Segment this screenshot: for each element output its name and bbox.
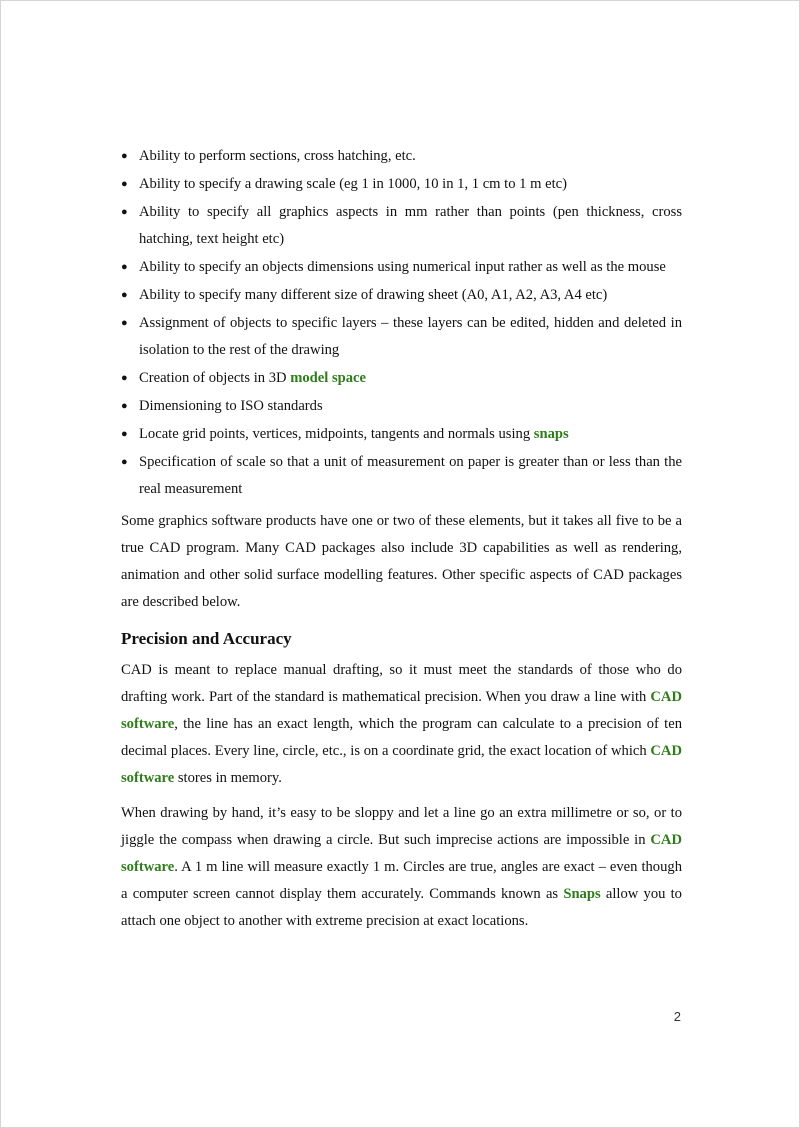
text-segment: . A 1 m line will measure exactly 1 m. Circles are true, angles are exact – even though a computer screen cannot display them accurately. Commands known as — [121, 859, 682, 902]
bullet-item — [121, 254, 682, 281]
page-content — [121, 143, 682, 935]
highlighted-term-link[interactable]: CAD software — [121, 689, 682, 732]
bullet-icon: ● — [121, 400, 128, 412]
text-segment: Ability to perform sections, cross hatching, etc. — [139, 148, 416, 164]
bullet-icon: ● — [121, 150, 128, 162]
bullet-icon: ● — [121, 456, 128, 468]
highlighted-term-link[interactable]: CAD software — [121, 743, 682, 786]
hand-drawing-paragraph — [121, 800, 682, 935]
text-segment: , the line has an exact length, which the program can calculate to a precision of ten decimal places. Every line, circle, etc., is on a coordinate grid, the exact location of which — [121, 716, 682, 759]
bullet-icon: ● — [121, 372, 128, 384]
bullet-icon: ● — [121, 317, 128, 329]
bullet-item — [121, 449, 682, 503]
text-segment: Locate grid points, vertices, midpoints, tangents and normals using — [139, 426, 534, 442]
highlighted-term-link[interactable]: Snaps — [563, 886, 601, 902]
section-heading: Precision and Accuracy — [121, 629, 292, 648]
bullet-item — [121, 393, 682, 420]
bullet-icon: ● — [121, 289, 128, 301]
bullet-item — [121, 282, 682, 309]
text-segment: Ability to specify all graphics aspects in mm rather than points (pen thickness, cross hatching, text height etc) — [139, 204, 682, 247]
bullet-icon: ● — [121, 428, 128, 440]
feature-bullet-list — [121, 143, 682, 503]
text-segment: Ability to specify an objects dimensions using numerical input rather as well as the mouse — [139, 259, 666, 275]
bullet-icon: ● — [121, 206, 128, 218]
text-segment: When drawing by hand, it’s easy to be sloppy and let a line go an extra millimetre or so, or to jiggle the compass when drawing a circle. But such imprecise actions are impossible in — [121, 805, 682, 848]
highlighted-term-link[interactable]: snaps — [533, 426, 569, 442]
text-segment: Ability to specify a drawing scale (eg 1 in 1000, 10 in 1, 1 cm to 1 m etc) — [139, 176, 567, 192]
precision-paragraph — [121, 657, 682, 792]
bullet-item — [121, 143, 682, 170]
bullet-item — [121, 199, 682, 253]
bullet-icon: ● — [121, 178, 128, 190]
text-segment: Dimensioning to ISO standards — [139, 398, 323, 414]
text-segment: Specification of scale so that a unit of measurement on paper is greater than or less than the real measurement — [139, 454, 682, 497]
text-segment: allow you to attach one object to another with extreme precision at exact locations. — [121, 886, 682, 929]
bullet-item — [121, 171, 682, 198]
page-number: 2 — [673, 1009, 681, 1024]
bullet-item — [121, 310, 682, 364]
text-segment: Ability to specify many different size of drawing sheet (A0, A1, A2, A3, A4 etc) — [139, 287, 608, 303]
highlighted-term-link[interactable]: CAD software — [121, 832, 682, 875]
text-segment: Assignment of objects to specific layers – these layers can be edited, hidden and deleted in isolation to the rest of the drawing — [139, 315, 682, 358]
text-segment: CAD is meant to replace manual drafting, so it must meet the standards of those who do drafting work. Part of the standard is mathematical precision. When you draw a line with — [121, 662, 682, 705]
bullet-item — [121, 421, 682, 448]
bullet-icon: ● — [121, 261, 128, 273]
bullet-item — [121, 365, 682, 392]
highlighted-term-link[interactable]: model space — [290, 370, 366, 386]
text-segment: Creation of objects in 3D — [139, 370, 291, 386]
text-segment: stores in memory. — [174, 770, 282, 786]
intro-paragraph — [121, 508, 682, 616]
text-segment: Some graphics software products have one or two of these elements, but it takes all five to be a true CAD program. Many CAD packages also include 3D capabilities as well as rendering, animation and other solid surface modelling features. Other specific aspects of CAD packages are described below. — [121, 513, 682, 610]
